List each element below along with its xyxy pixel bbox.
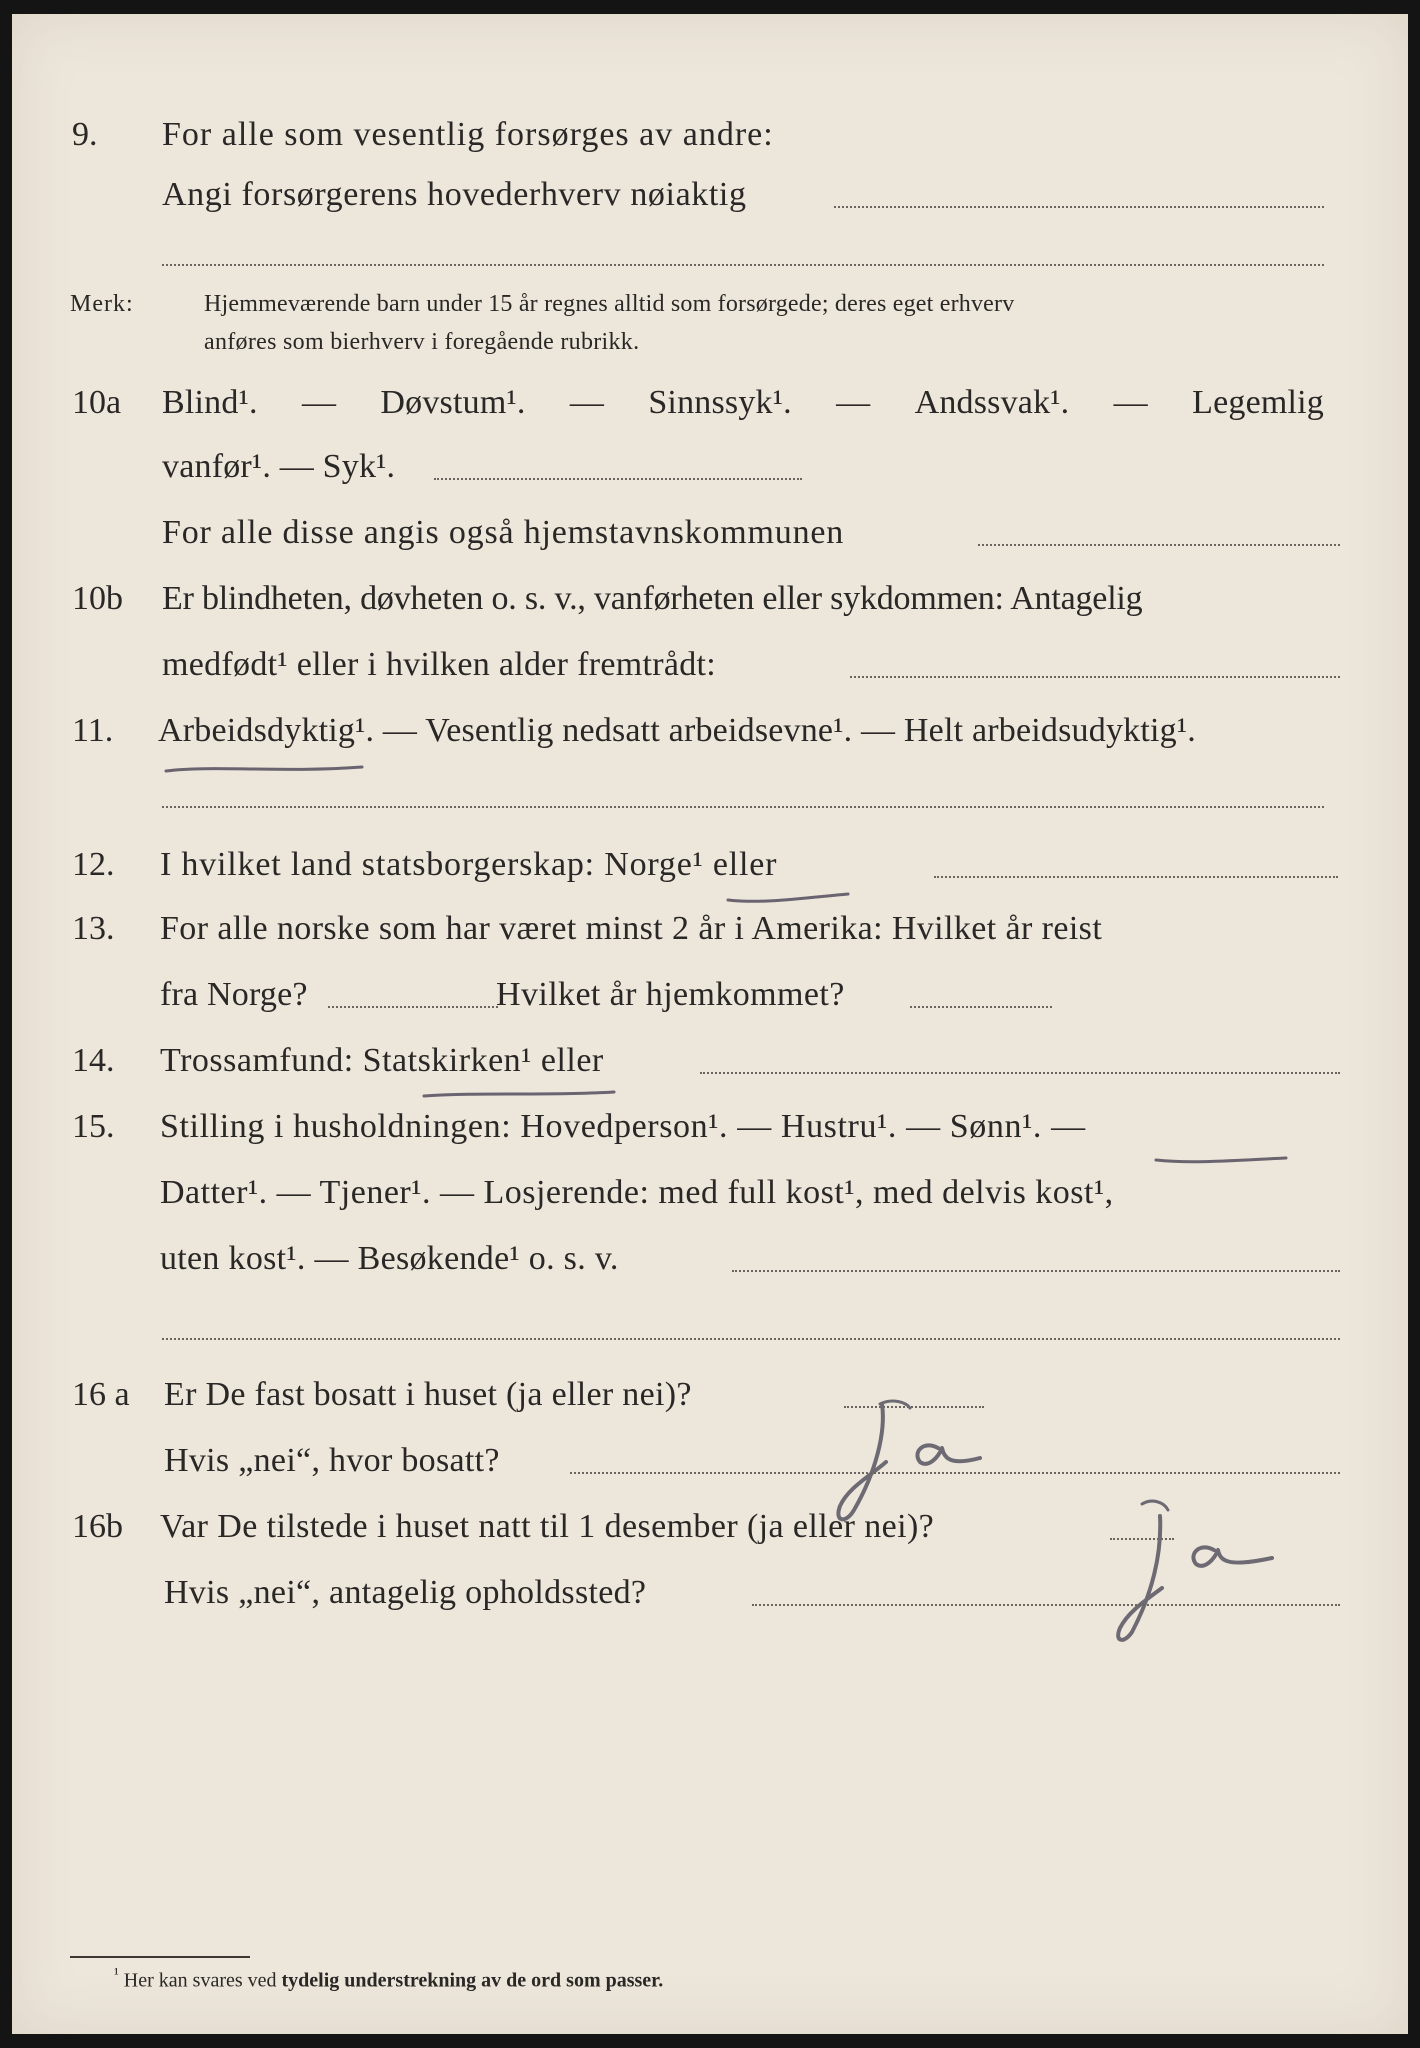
q11-other-options[interactable]: ¹. — Vesentlig nedsatt arbeidsevne¹. — Helt arbeidsudyktig¹.: [355, 712, 1196, 749]
merk-label: Merk:: [70, 291, 134, 317]
q16a-number: 16 a: [72, 1376, 130, 1413]
merk-line1: [12, 286, 1408, 324]
q15-answer-line[interactable]: [732, 1270, 1340, 1272]
q10b-line2: [12, 636, 1408, 688]
q9-line1: [12, 106, 1408, 158]
q15-line3: [12, 1230, 1408, 1282]
q16a-line1: [12, 1366, 1408, 1418]
q13-reist-answer-line[interactable]: [328, 1006, 498, 1008]
footnote: [114, 1966, 663, 1993]
q9-line2: [12, 166, 1408, 218]
dash: —: [301, 384, 337, 421]
footnote-text: Her kan svares ved: [123, 1969, 277, 1992]
option-norge[interactable]: Norge: [604, 846, 693, 883]
q15-line1: [12, 1098, 1408, 1150]
q15-number: 15.: [72, 1108, 115, 1145]
q12-question: [160, 846, 777, 884]
q15-question: [160, 1108, 1086, 1146]
q12-number: 12.: [72, 846, 115, 883]
q16b-question: Var De tilstede i huset natt til 1 desember (ja eller nei)?: [160, 1508, 935, 1545]
q13-hjemkommet-answer-line[interactable]: [910, 1006, 1052, 1008]
q10a-line1: [12, 374, 1408, 426]
q11-answer-line[interactable]: [162, 806, 1324, 808]
q14-prompt: Trossamfund:: [160, 1042, 354, 1079]
q15-line4: [12, 1298, 1408, 1350]
q10a-line3: [12, 504, 1408, 556]
q15-options-1[interactable]: Stilling i husholdningen: Hovedperson¹. — Hustru¹. —: [160, 1108, 941, 1145]
q10a-vanfor-syk: vanfør¹. — Syk¹.: [162, 448, 396, 485]
footnote-emphasis: tydelig understrekning av de ord som passer.: [281, 1969, 664, 1992]
q13-reist: fra Norge?: [160, 976, 308, 1013]
q14-line: [12, 1032, 1408, 1084]
q15-options-2[interactable]: Datter¹. — Tjener¹. — Losjerende: med full kost¹, med delvis kost¹,: [160, 1174, 1114, 1211]
q12-prompt: I hvilket land statsborgerskap:: [160, 846, 595, 883]
option-statskirken[interactable]: Statskirken: [362, 1042, 522, 1079]
footnote-rule: [70, 1956, 250, 1958]
q13-question: For alle norske som har været minst 2 år i Amerika: Hvilket år reist: [160, 910, 1103, 947]
option-andssvak[interactable]: Andssvak¹.: [914, 384, 1070, 421]
footnote-mark: ¹: [114, 1966, 119, 1983]
option-sinnssyk[interactable]: Sinnssyk¹.: [648, 384, 792, 421]
q10a-hjemstavn-answer-line[interactable]: [978, 544, 1340, 546]
q13-line2: [12, 966, 1408, 1018]
q16b-line2: [12, 1564, 1408, 1616]
q16a-line2: [12, 1432, 1408, 1484]
option-legemlig[interactable]: Legemlig: [1192, 384, 1324, 421]
q10a-line2: [12, 438, 1408, 490]
q13-number: 13.: [72, 910, 115, 947]
q13-line1: [12, 900, 1408, 952]
q11-options: [158, 712, 1196, 750]
q14-answer-line[interactable]: [700, 1072, 1340, 1074]
q12-eller: ¹ eller: [692, 846, 778, 883]
merk-note: Hjemmeværende barn under 15 år regnes alltid som forsørgede; deres eget erhverv: [204, 291, 1015, 317]
q9-question: For alle som vesentlig forsørges av andre:: [162, 116, 774, 153]
q10b-onset: medfødt¹ eller i hvilken alder fremtrådt:: [162, 646, 717, 683]
q16b-followup-answer-line[interactable]: [752, 1604, 1340, 1606]
q14-eller: ¹ eller: [521, 1042, 604, 1079]
q9-answer-line-2[interactable]: [162, 264, 1324, 266]
q9-number: 9.: [72, 116, 98, 153]
q11-line1: [12, 702, 1408, 754]
q10a-syk-answer-line[interactable]: [434, 478, 802, 480]
q12-line: [12, 836, 1408, 888]
q11-line2: [12, 766, 1408, 818]
merk-line2: [12, 324, 1408, 362]
q9-answer-line[interactable]: [834, 206, 1324, 208]
q16b-followup: Hvis „nei“, antagelig opholdssted?: [164, 1574, 647, 1611]
q10a-hjemstavn: For alle disse angis også hjemstavnskommunen: [162, 514, 845, 551]
q9-line3: [12, 224, 1408, 276]
q10b-line1: [12, 570, 1408, 622]
census-form-page: [12, 14, 1408, 2034]
dash: —: [1113, 384, 1148, 421]
q10b-number: 10b: [72, 580, 123, 617]
q11-number: 11.: [72, 712, 114, 749]
q10a-options: [162, 384, 1324, 422]
q16b-number: 16b: [72, 1508, 123, 1545]
q9-provider-occupation: Angi forsørgerens hovederhverv nøiaktig: [162, 176, 747, 213]
dash: —: [836, 384, 871, 421]
dash: —: [569, 384, 605, 421]
option-sonn[interactable]: Sønn: [949, 1108, 1023, 1145]
q15-dash: ¹. —: [1022, 1108, 1086, 1145]
q15-answer-line-2[interactable]: [162, 1338, 1340, 1340]
q16a-followup-answer-line[interactable]: [570, 1472, 1340, 1474]
q10b-answer-line[interactable]: [850, 676, 1340, 678]
q12-answer-line[interactable]: [934, 876, 1338, 878]
q13-hjemkommet: Hvilket år hjemkommet?: [496, 976, 845, 1013]
q14-question: [160, 1042, 604, 1080]
q10a-number: 10a: [72, 384, 122, 421]
q16a-followup: Hvis „nei“, hvor bosatt?: [164, 1442, 500, 1479]
option-dovstum[interactable]: Døvstum¹.: [380, 384, 526, 421]
q10b-question: Er blindheten, døvheten o. s. v., vanførheten eller sykdommen: Antagelig: [162, 580, 1143, 617]
q15-line2: [12, 1164, 1408, 1216]
q15-options-3[interactable]: uten kost¹. — Besøkende¹ o. s. v.: [160, 1240, 619, 1277]
q14-number: 14.: [72, 1042, 115, 1079]
q16a-question: Er De fast bosatt i huset (ja eller nei)?: [164, 1376, 692, 1413]
option-blind[interactable]: Blind¹.: [162, 384, 258, 421]
option-arbeidsdyktig[interactable]: Arbeidsdyktig: [158, 712, 356, 749]
merk-note-2: anføres som bierhverv i foregående rubrikk.: [204, 329, 640, 355]
